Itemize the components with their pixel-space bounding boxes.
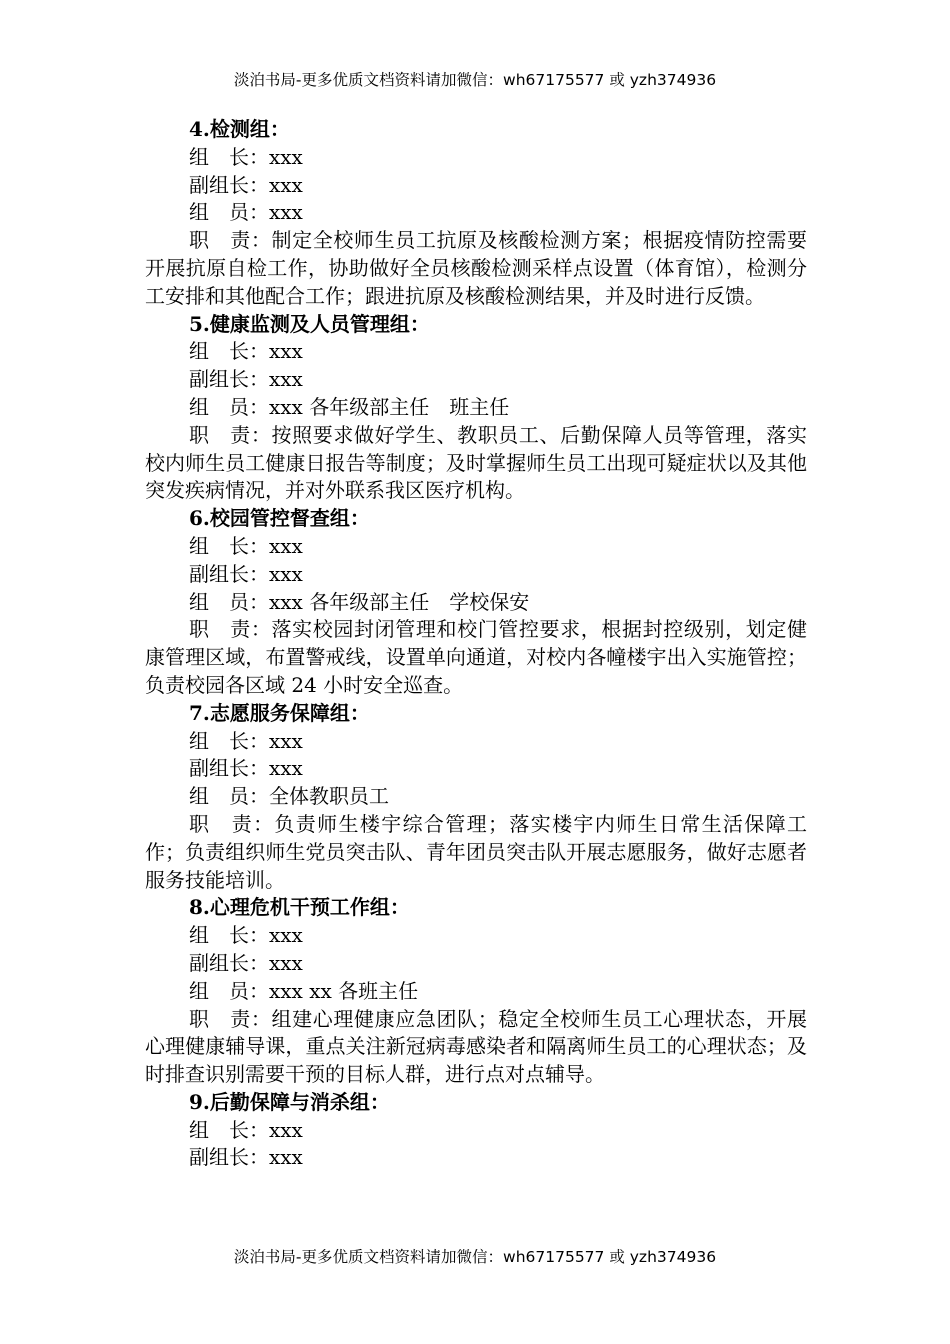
document-body (145, 116, 807, 1172)
role-line: 组 长：xxx (189, 728, 303, 753)
role-line: 副组长：xxx (189, 172, 303, 197)
duty-paragraph: 职 责：制定全校师生员工抗原及核酸检测方案；根据疫情防控需要开展抗原自检工作，协助做好全员核酸检测采样点设置（体育馆），检测分工安排和其他配合工作；跟进抗原及核酸检测结果，并及时进行反馈。 (145, 228, 807, 308)
role-line: 组 员：xxx 各年级部主任 学校保安 (189, 589, 530, 614)
role-line: 组 员：xxx xx 各班主任 (189, 978, 419, 1003)
role-line: 副组长：xxx (189, 367, 303, 392)
role-line: 副组长：xxx (189, 561, 303, 586)
duty-paragraph: 职 责：负责师生楼宇综合管理；落实楼宇内师生日常生活保障工作；负责组织师生党员突击队、青年团员突击队开展志愿服务，做好志愿者服务技能培训。 (145, 811, 807, 892)
role-line: 副组长：xxx (189, 950, 303, 975)
section-title: 7.志愿服务保障组： (189, 700, 370, 725)
role-line: 组 员：xxx 各年级部主任 班主任 (189, 394, 510, 419)
role-line: 组 员：xxx (189, 200, 303, 225)
role-line: 组 员：全体教职员工 (189, 784, 389, 809)
duty-paragraph: 职 责：落实校园封闭管理和校门管控要求，根据封控级别，划定健康管理区域，布置警戒线，设置单向通道，对校内各幢楼宇出入实施管控；负责校园各区域 24 小时安全巡查。 (145, 617, 807, 697)
section-title: 9.后勤保障与消杀组： (189, 1089, 390, 1114)
section-title: 4.检测组： (189, 117, 290, 141)
section-title: 5.健康监测及人员管理组： (189, 311, 430, 336)
duty-paragraph: 职 责：按照要求做好学生、教职员工、后勤保障人员等管理，落实校内师生员工健康日报告等制度；及时掌握师生员工出现可疑症状以及其他突发疾病情况，并对外联系我区医疗机构。 (145, 422, 807, 503)
role-line: 组 长：xxx (189, 923, 303, 948)
watermark-header: 淡泊书局-更多优质文档资料请加微信：wh67175577 或 yzh374936 (233, 71, 717, 89)
role-line: 组 长：xxx (189, 144, 303, 169)
role-line: 组 长：xxx (189, 1117, 303, 1142)
role-line: 副组长：xxx (189, 1145, 303, 1170)
section-title: 6.校园管控督查组： (189, 506, 370, 531)
role-line: 组 长：xxx (189, 339, 303, 364)
section-title: 8.心理危机干预工作组： (189, 895, 410, 920)
watermark-footer: 淡泊书局-更多优质文档资料请加微信：wh67175577 或 yzh374936 (233, 1248, 717, 1266)
role-line: 副组长：xxx (189, 756, 303, 781)
duty-paragraph: 职 责：组建心理健康应急团队；稳定全校师生员工心理状态，开展心理健康辅导课，重点关注新冠病毒感染者和隔离师生员工的心理状态；及时排查识别需要干预的目标人群，进行点对点辅导。 (145, 1006, 807, 1087)
role-line: 组 长：xxx (189, 533, 303, 558)
